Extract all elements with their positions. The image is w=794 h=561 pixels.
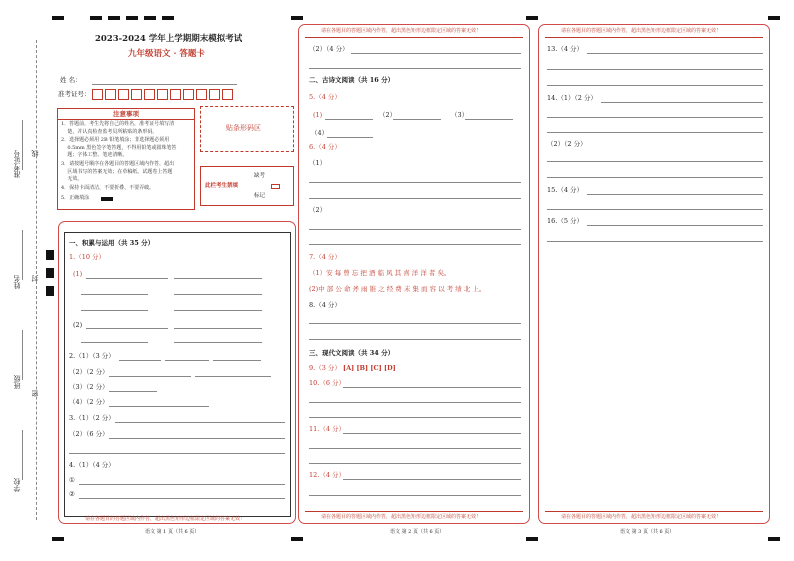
question-label: 11.（4 分） [309, 425, 346, 433]
panel-notice: 请在各题目的答题区域内作答，超出黑色矩形边框限定区域的答案无效！ [561, 28, 722, 34]
answer-line[interactable] [81, 310, 148, 311]
absent-checkbox[interactable] [271, 184, 280, 189]
answer-line[interactable] [327, 137, 373, 138]
question-label: 2.（1）（3 分） [69, 352, 115, 360]
answer-line[interactable] [547, 241, 763, 242]
page-footer: 语文 第 3 页（共 6 页） [620, 529, 675, 535]
absent-mark-box [200, 166, 294, 206]
section-title: 一、积累与运用（共 35 分） [69, 239, 155, 247]
answer-panel-2 [298, 24, 530, 524]
id-digit-box[interactable] [196, 89, 207, 100]
question-label: ② [69, 490, 75, 498]
answer-line[interactable] [547, 177, 763, 178]
answer-line[interactable] [309, 182, 521, 183]
answer-line[interactable] [195, 376, 271, 377]
side-label-school: 学校 [13, 478, 21, 492]
side-fill-line [22, 430, 23, 480]
exam-title: 2023-2024 学年上学期期末模拟考试 [95, 34, 243, 44]
registration-mark [162, 16, 174, 20]
answer-line[interactable] [343, 387, 521, 388]
registration-mark [126, 16, 138, 20]
absent-bottom: 标记 [254, 193, 266, 199]
id-digit-box[interactable] [118, 89, 129, 100]
question-label: 9.（3 分） [309, 364, 341, 372]
registration-mark [52, 537, 64, 541]
notice-item: 3．请按题号顺序在各题目的答题区域内作答，超出 区域书写的答案无效；在草稿纸、试题卷上答题 无效。 [61, 161, 175, 182]
question-label: (2)中 部 公 命 斧 雨 锥 之 经 费 末 集 而 容 以 考 绩 北 上。 [309, 285, 486, 293]
answer-line[interactable] [393, 119, 441, 120]
answer-line[interactable] [547, 85, 763, 86]
question-label: (1) [313, 111, 323, 119]
panel-divider [545, 511, 763, 512]
answer-line[interactable] [343, 433, 521, 434]
registration-mark [144, 16, 156, 20]
absent-top: 缺考 [254, 173, 266, 179]
answer-line[interactable] [547, 117, 763, 118]
answer-line[interactable] [309, 323, 521, 324]
answer-line[interactable] [81, 342, 148, 343]
question-label: 7.（4 分） [309, 253, 341, 261]
answer-line[interactable] [109, 438, 285, 439]
name-field[interactable] [92, 84, 237, 85]
question-label: （2）（2 分） [547, 140, 587, 148]
exam-subtitle: 九年级语文 · 答题卡 [128, 49, 205, 59]
panel-notice: 请在各题目的答题区域内作答，超出黑色矩形边框限定区域的答案无效！ [321, 514, 482, 520]
registration-mark [52, 16, 64, 20]
answer-line[interactable] [343, 479, 521, 480]
answer-panel-1 [58, 221, 296, 524]
question-label: （2）（2 分） [69, 368, 109, 376]
registration-mark [46, 250, 54, 260]
question-label: 16.（5 分） [547, 217, 584, 225]
answer-line[interactable] [587, 225, 763, 226]
registration-mark [90, 16, 102, 20]
answer-line[interactable] [309, 448, 521, 449]
notice-title: 注意事项 [58, 109, 194, 120]
answer-line[interactable] [547, 69, 763, 70]
answer-line[interactable] [587, 194, 763, 195]
answer-line[interactable] [309, 417, 521, 418]
id-digit-box[interactable] [105, 89, 116, 100]
notice-item: 5．正确填涂 [61, 195, 90, 201]
side-label-class: 班级 [13, 375, 21, 389]
answer-line[interactable] [119, 360, 161, 361]
id-digit-box[interactable] [144, 89, 155, 100]
answer-line[interactable] [601, 102, 763, 103]
registration-mark [108, 16, 120, 20]
answer-line[interactable] [309, 229, 521, 230]
notice-box [57, 108, 195, 210]
answer-line[interactable] [109, 391, 157, 392]
registration-mark [46, 286, 54, 296]
answer-line[interactable] [174, 328, 262, 329]
id-label: 准考证号： [58, 90, 91, 98]
question-label: （2） [379, 111, 397, 119]
absent-label: 此栏考生禁填 [205, 183, 239, 189]
answer-line[interactable] [547, 209, 763, 210]
question-label: （4） [311, 129, 329, 137]
question-label: 14.（1）（2 分） [547, 94, 597, 102]
question-label: 12.（4 分） [309, 471, 346, 479]
id-digit-box[interactable] [183, 89, 194, 100]
side-label-id: 准考证号 [13, 150, 21, 178]
question-label: 15.（4 分） [547, 186, 584, 194]
section-title: 三、现代文阅读（共 34 分） [309, 349, 395, 357]
panel-divider [305, 511, 523, 512]
answer-line[interactable] [86, 278, 168, 279]
question-label: （1）安 每 曾 忘 把 酒 临 风 其 喜 洋 洋 者 矣。 [309, 269, 451, 277]
question-label: （2）（6 分） [69, 430, 109, 438]
answer-line[interactable] [547, 132, 763, 133]
question-label: 13.（4 分） [547, 45, 584, 53]
question-label: （3） [451, 111, 469, 119]
notice-item: 1．答题前，考生先将自己的姓名，准考证号填写清 楚，并认真检查监考员所粘贴的条形码。 [61, 121, 175, 135]
side-fill-line [22, 120, 23, 170]
answer-line[interactable] [309, 495, 521, 496]
question-label: （2）（4 分） [309, 45, 349, 53]
answer-line[interactable] [309, 198, 521, 199]
page-footer: 语文 第 1 页（共 6 页） [145, 529, 200, 535]
id-digit-box[interactable] [92, 89, 103, 100]
side-label-seal: 封 [31, 275, 39, 282]
question-label: （4）（2 分） [69, 398, 109, 406]
choice-options[interactable]: [A] [B] [C] [D] [343, 364, 396, 372]
registration-mark [526, 16, 538, 20]
barcode-label: 贴条形码区 [226, 124, 261, 132]
answer-line[interactable] [81, 294, 148, 295]
answer-line[interactable] [351, 53, 521, 54]
side-fill-line [22, 330, 23, 380]
section-title: 二、古诗文阅读（共 16 分） [309, 76, 395, 84]
answer-line[interactable] [174, 294, 262, 295]
answer-line[interactable] [174, 278, 262, 279]
registration-mark [768, 16, 780, 20]
question-label: （1） [309, 159, 327, 167]
side-fill-line [22, 230, 23, 280]
registration-mark [768, 537, 780, 541]
answer-line[interactable] [325, 119, 373, 120]
notice-item: 4．保持卡面清洁，不要折叠、不要弄破。 [61, 185, 155, 191]
registration-mark [291, 537, 303, 541]
question-label: ① [69, 476, 75, 484]
answer-line[interactable] [587, 53, 763, 54]
side-label-line: 线 [31, 150, 39, 157]
binding-dashed-line [36, 40, 37, 520]
answer-line[interactable] [69, 453, 285, 454]
page-footer: 语文 第 2 页（共 6 页） [390, 529, 445, 535]
panel-notice: 请在各题目的答题区域内作答，超出黑色矩形边框限定区域的答案无效！ [85, 516, 246, 522]
answer-line[interactable] [547, 161, 763, 162]
answer-line[interactable] [79, 484, 285, 485]
id-digit-box[interactable] [131, 89, 142, 100]
question-label: （2） [309, 206, 327, 214]
question-label: 1.（10 分） [69, 253, 106, 261]
id-digit-box[interactable] [157, 89, 168, 100]
answer-line[interactable] [174, 310, 262, 311]
fill-sample-swatch [101, 197, 113, 201]
notice-item: 2．选择题必须用 2B 铅笔填涂；非选择题必须用 0.5mm 黑色签字笔答题，不得用铅笔或圆珠笔答 题；字体工整、笔迹清晰。 [61, 137, 177, 158]
registration-mark [46, 268, 54, 278]
id-digit-box[interactable] [222, 89, 233, 100]
side-label-name: 姓名 [13, 275, 21, 289]
panel-divider [545, 37, 763, 38]
name-label: 姓 名： [60, 76, 82, 84]
question-label: 10.（6 分） [309, 379, 346, 387]
question-label: 6.（4 分） [309, 143, 341, 151]
answer-panel-3 [538, 24, 770, 524]
answer-line[interactable] [109, 376, 191, 377]
panel-divider [305, 37, 523, 38]
question-label: 8.（4 分） [309, 301, 341, 309]
question-label: (1) [73, 270, 83, 278]
answer-line[interactable] [165, 360, 209, 361]
barcode-area [200, 106, 294, 152]
registration-mark [526, 537, 538, 541]
answer-line[interactable] [309, 68, 521, 69]
answer-line[interactable] [86, 328, 168, 329]
question-label: 4.（1）（4 分） [69, 461, 115, 469]
answer-line[interactable] [115, 422, 285, 423]
question-label: 3.（1）（2 分） [69, 414, 115, 422]
answer-line[interactable] [465, 119, 513, 120]
panel-notice: 请在各题目的答题区域内作答，超出黑色矩形边框限定区域的答案无效！ [561, 514, 722, 520]
id-digit-box[interactable] [170, 89, 181, 100]
panel-notice: 请在各题目的答题区域内作答，超出黑色矩形边框限定区域的答案无效！ [321, 28, 482, 34]
answer-line[interactable] [309, 463, 521, 464]
answer-line[interactable] [309, 402, 521, 403]
answer-line[interactable] [309, 244, 521, 245]
question-label: (2) [73, 321, 83, 329]
question-label: 5.（4 分） [309, 93, 341, 101]
id-digit-box[interactable] [209, 89, 220, 100]
registration-mark [291, 16, 303, 20]
question-label: （3）（2 分） [69, 383, 109, 391]
answer-line[interactable] [213, 360, 261, 361]
answer-line[interactable] [309, 339, 521, 340]
answer-line[interactable] [79, 498, 285, 499]
answer-line[interactable] [174, 342, 262, 343]
answer-line[interactable] [109, 406, 209, 407]
side-label-dense: 密 [31, 390, 39, 397]
